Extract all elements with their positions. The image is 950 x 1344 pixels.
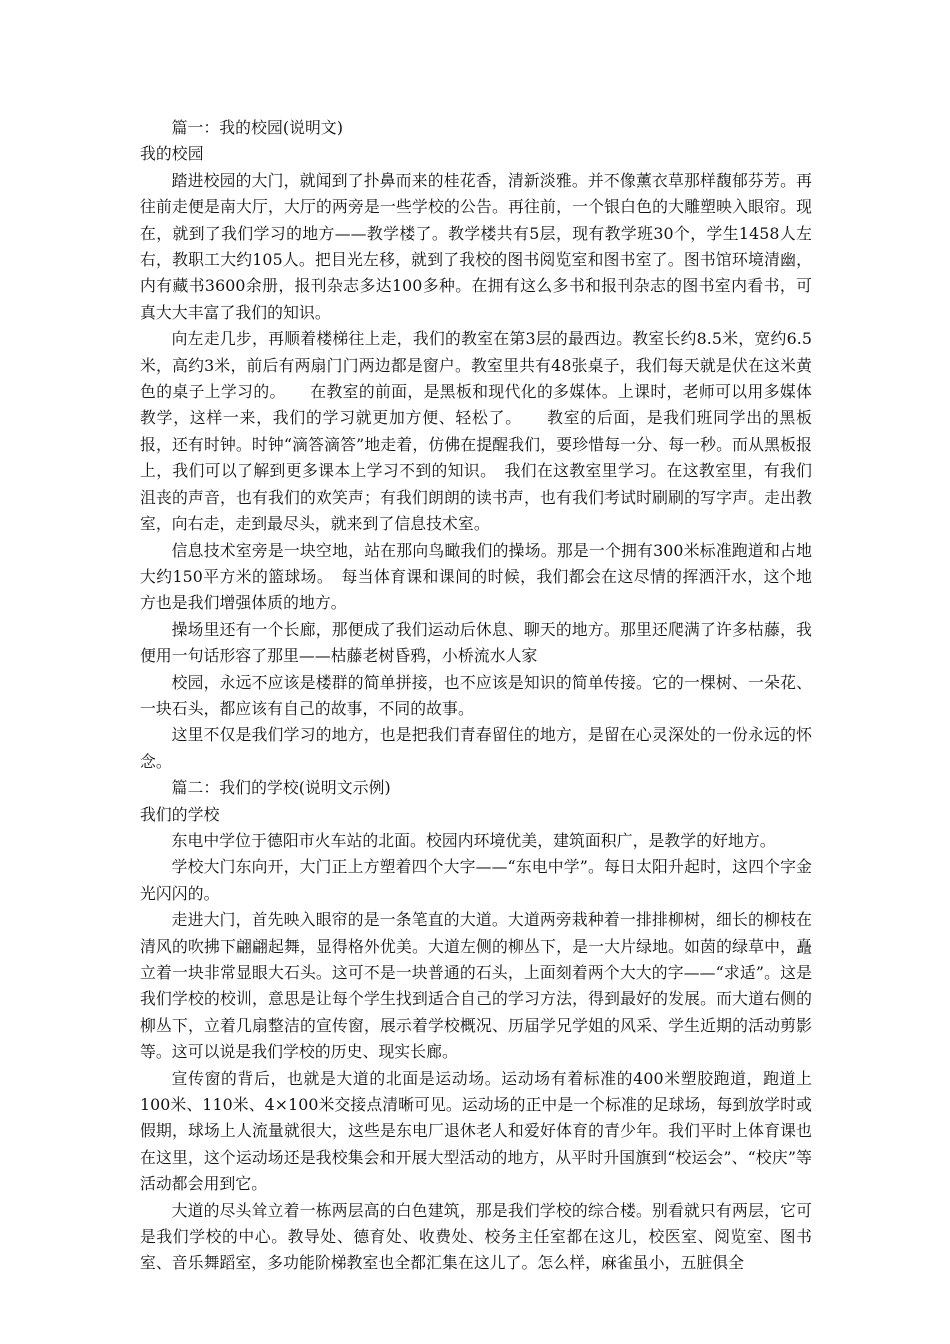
article1-paragraph-5: 校园，永远不应该是楼群的简单拼接，也不应该是知识的简单传接。它的一棵树、一朵花、一块石头，都应该有自己的故事，不同的故事。: [140, 672, 812, 718]
article2-paragraph-5: 大道的尽头耸立着一栋两层高的白色建筑，那是我们学校的综合楼。别看就只有两层，它可是我们学校的中心。教导处、德育处、收费处、校务主任室都在这儿，校医室、阅览室、图书室、音乐舞蹈室，多功能阶梯教室也全都汇集在这儿了。怎么样，麻雀虽小，五脏俱全: [140, 1200, 812, 1273]
article1-paragraph-4: 操场里还有一个长廊，那便成了我们运动后休息、聊天的地方。那里还爬满了许多枯藤，我便用一句话形容了那里——枯藤老树昏鸦，小桥流水人家: [140, 619, 812, 666]
article1-title: 我的校园: [140, 144, 204, 164]
article2-paragraph-4: 宣传窗的背后，也就是大道的北面是运动场。运动场有着标准的400米塑胶跑道，跑道上100米、110米、4×100米交接点清晰可见。运动场的正中是一个标准的足球场，每到放学时或假期，球场上人流量就很大，这些是东电厂退休老人和爱好体育的青少年。我们平时上体育课也在这里，这个运动场还是我校集会和开展大型活动的地方，从平时升国旗到“校运会”、“校庆”等活动都会用到它。: [140, 1068, 812, 1194]
article2-paragraph-2: 学校大门东向开，大门正上方塑着四个大字——“东电中学”。每日太阳升起时，这四个字金光闪闪的。: [140, 857, 812, 903]
article1-paragraph-1: 踏进校园的大门，就闻到了扑鼻而来的桂花香，清新淡雅。并不像薰衣草那样馥郁芬芳。再往前走便是南大厅，大厅的两旁是一些学校的公告。再往前，一个银白色的大雕塑映入眼帘。现在，就到了我们学习的地方——教学楼了。教学楼共有5层，现有教学班30个，学生1458人左右，教职工大约105人。把目光左移，就到了我校的图书阅览室和图书室了。图书馆环境清幽，内有藏书3600余册，报刊杂志多达100多种。在拥有这么多书和报刊杂志的图书室内看书，可真大大丰富了我们的知识。: [140, 170, 812, 322]
article2-paragraph-3: 走进大门，首先映入眼帘的是一条笔直的大道。大道两旁栽种着一排排柳树，细长的柳枝在清风的吹拂下翩翩起舞，显得格外优美。大道左侧的柳丛下，是一大片绿地。如茵的绿草中，矗立着一块非常显眼大石头。这可不是一块普通的石头，上面刻着两个大大的字——“求适”。这是我们学校的校训，意思是让每个学生找到适合自己的学习方法，得到最好的发展。而大道右侧的柳丛下，立着几扇整洁的宣传窗，展示着学校概况、历届学兄学姐的风采、学生近期的活动剪影等。这可以说是我们学校的历史、现实长廊。: [140, 910, 812, 1062]
document-body: [140, 115, 812, 1277]
article2-title: 我们的学校: [140, 804, 220, 824]
article1-paragraph-6: 这里不仅是我们学习的地方，也是把我们青春留住的地方，是留在心灵深处的一份永远的怀念。: [140, 725, 812, 771]
article2-paragraph-1: 东电中学位于德阳市火车站的北面。校园内环境优美，建筑面积广，是教学的好地方。: [171, 830, 776, 850]
article1-heading: 篇一：我的校园(说明文): [171, 118, 344, 137]
article2-heading: 篇二：我们的学校(说明文示例): [171, 778, 391, 798]
article1-paragraph-2: 向左走几步，再顺着楼梯往上走，我们的教室在第3层的最西边。教室长约8.5米，宽约6.5米，高约3米，前后有两扇门门两边都是窗户。教室里共有48张桌子，我们每天就是伏在这米黄色的桌子上学习的。 在教室的前面，是黑板和现代化的多媒体。上课时，老师可以用多媒体教学，这样一来，我们的学习就更加方便、轻松了。 教室的后面，是我们班同学出的黑板报，还有时钟。时钟“滴答滴答”地走着，仿佛在提醒我们，要珍惜每一分、每一秒。而从黑板报上，我们可以了解到更多课本上学习不到的知识。 我们在这教室里学习。在这教室里，有我们沮丧的声音，也有我们的欢笑声；有我们朗朗的读书声，也有我们考试时刷刷的写字声。走出教室，向右走，走到最尽头，就来到了信息技术室。: [140, 329, 812, 534]
article1-paragraph-3: 信息技术室旁是一块空地，站在那向鸟瞰我们的操场。那是一个拥有300米标准跑道和占地大约150平方米的篮球场。 每当体育课和课间的时候，我们都会在这尽情的挥洒汗水，这个地方也是我们增强体质的地方。: [140, 540, 812, 613]
